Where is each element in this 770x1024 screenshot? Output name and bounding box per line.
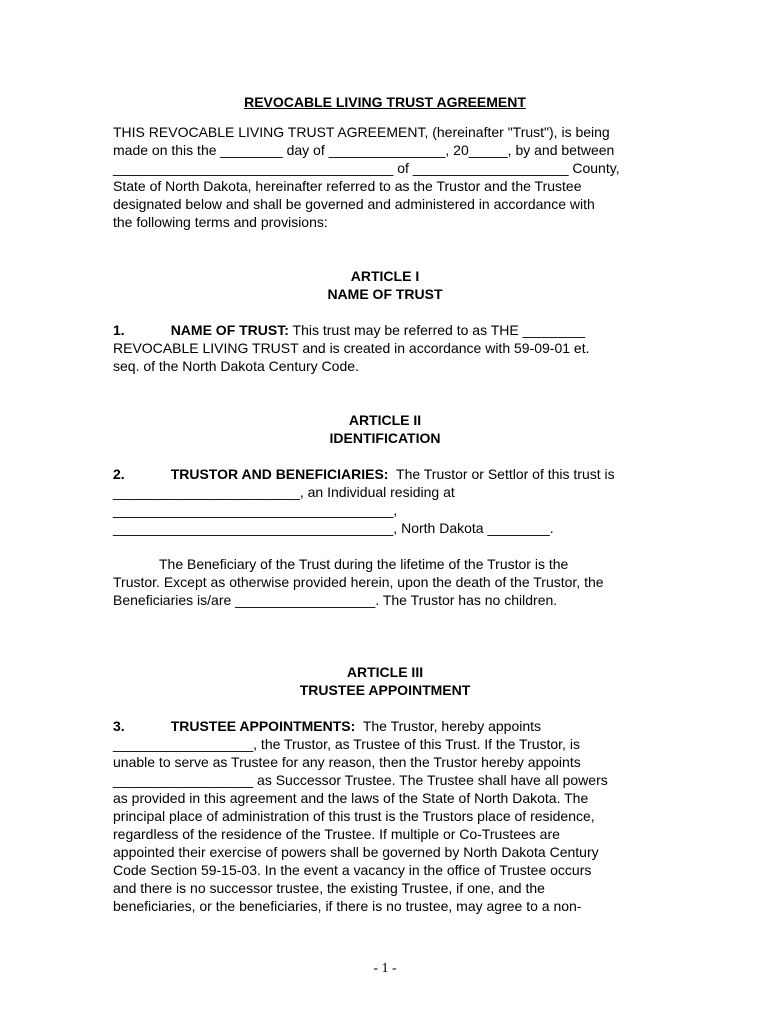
article-1-subheading: NAME OF TRUST (327, 286, 443, 302)
section-number: 2. (113, 466, 125, 482)
intro-line: made on this the ________ day of _______________, 20_____, by and between (113, 142, 615, 158)
beneficiary-line: The Beneficiary of the Trust during the lifetime of the Trustor is the (159, 556, 569, 572)
document-title: REVOCABLE LIVING TRUST AGREEMENT (244, 94, 526, 110)
article-3-heading: ARTICLE III (346, 664, 424, 680)
section-2-paragraph (113, 465, 657, 537)
document-body (113, 92, 657, 915)
section-line: seq. of the North Dakota Century Code. (113, 358, 359, 374)
section-line: and there is no successor trustee, the existing Trustee, if one, and the (113, 880, 545, 896)
intro-line: the following terms and provisions: (113, 214, 328, 230)
article-1-heading: ARTICLE I (350, 268, 420, 284)
section-line: __________________, the Trustor, as Trustee of this Trust. If the Trustor, is (113, 736, 580, 752)
section-line: ____________________________________, (113, 502, 398, 518)
section-text: The Trustor, hereby appoints (362, 718, 542, 734)
section-label: TRUSTOR AND BENEFICIARIES: (170, 466, 389, 482)
section-line: as provided in this agreement and the laws of the State of North Dakota. The (113, 790, 589, 806)
section-line: REVOCABLE LIVING TRUST and is created in accordance with 59-09-01 et. (113, 340, 590, 356)
section-line: ____________________________________, North Dakota ________. (113, 520, 554, 536)
article-2-heading: ARTICLE II (348, 412, 422, 428)
section-label: NAME OF TRUST: (170, 322, 289, 338)
intro-line: designated below and shall be governed and administered in accordance with (113, 196, 595, 212)
beneficiary-line: Trustor. Except as otherwise provided herein, upon the death of the Trustor, the (113, 574, 604, 590)
section-1-paragraph (113, 321, 657, 375)
section-number: 1. (113, 322, 125, 338)
article-3-subheading: TRUSTEE APPOINTMENT (299, 682, 471, 698)
article-2-subheading: IDENTIFICATION (329, 430, 441, 446)
section-text: This trust may be referred to as THE ________ (292, 322, 585, 338)
section-line: __________________ as Successor Trustee. The Trustee shall have all powers (113, 772, 608, 788)
intro-line: THIS REVOCABLE LIVING TRUST AGREEMENT, (hereinafter "Trust"), is being (113, 124, 610, 140)
section-line: regardless of the residence of the Trustee. If multiple or Co-Trustees are (113, 826, 560, 842)
intro-paragraph (113, 123, 657, 231)
section-line: beneficiaries, or the beneficiaries, if there is no trustee, may agree to a non- (113, 898, 582, 914)
beneficiary-line: Beneficiaries is/are __________________. The Trustor has no children. (113, 592, 558, 608)
page-number: - 1 - (373, 961, 397, 976)
section-line: unable to serve as Trustee for any reason, then the Trustor hereby appoints (113, 754, 581, 770)
section-line: principal place of administration of this trust is the Trustors place of residence, (113, 808, 595, 824)
section-number: 3. (113, 718, 125, 734)
section-text: The Trustor or Settlor of this trust is (396, 466, 615, 482)
section-line: appointed their exercise of powers shall be governed by North Dakota Century (113, 844, 599, 860)
section-label: TRUSTEE APPOINTMENTS: (170, 718, 356, 734)
intro-line: State of North Dakota, hereinafter referred to as the Trustor and the Trustee (113, 178, 582, 194)
section-line: Code Section 59-15-03. In the event a vacancy in the office of Trustee occurs (113, 862, 592, 878)
section-line: ________________________, an Individual residing at (113, 484, 455, 500)
section-3-paragraph (113, 717, 657, 915)
intro-line: ____________________________________ of ____________________ County, (113, 160, 620, 176)
beneficiary-paragraph (113, 555, 657, 609)
